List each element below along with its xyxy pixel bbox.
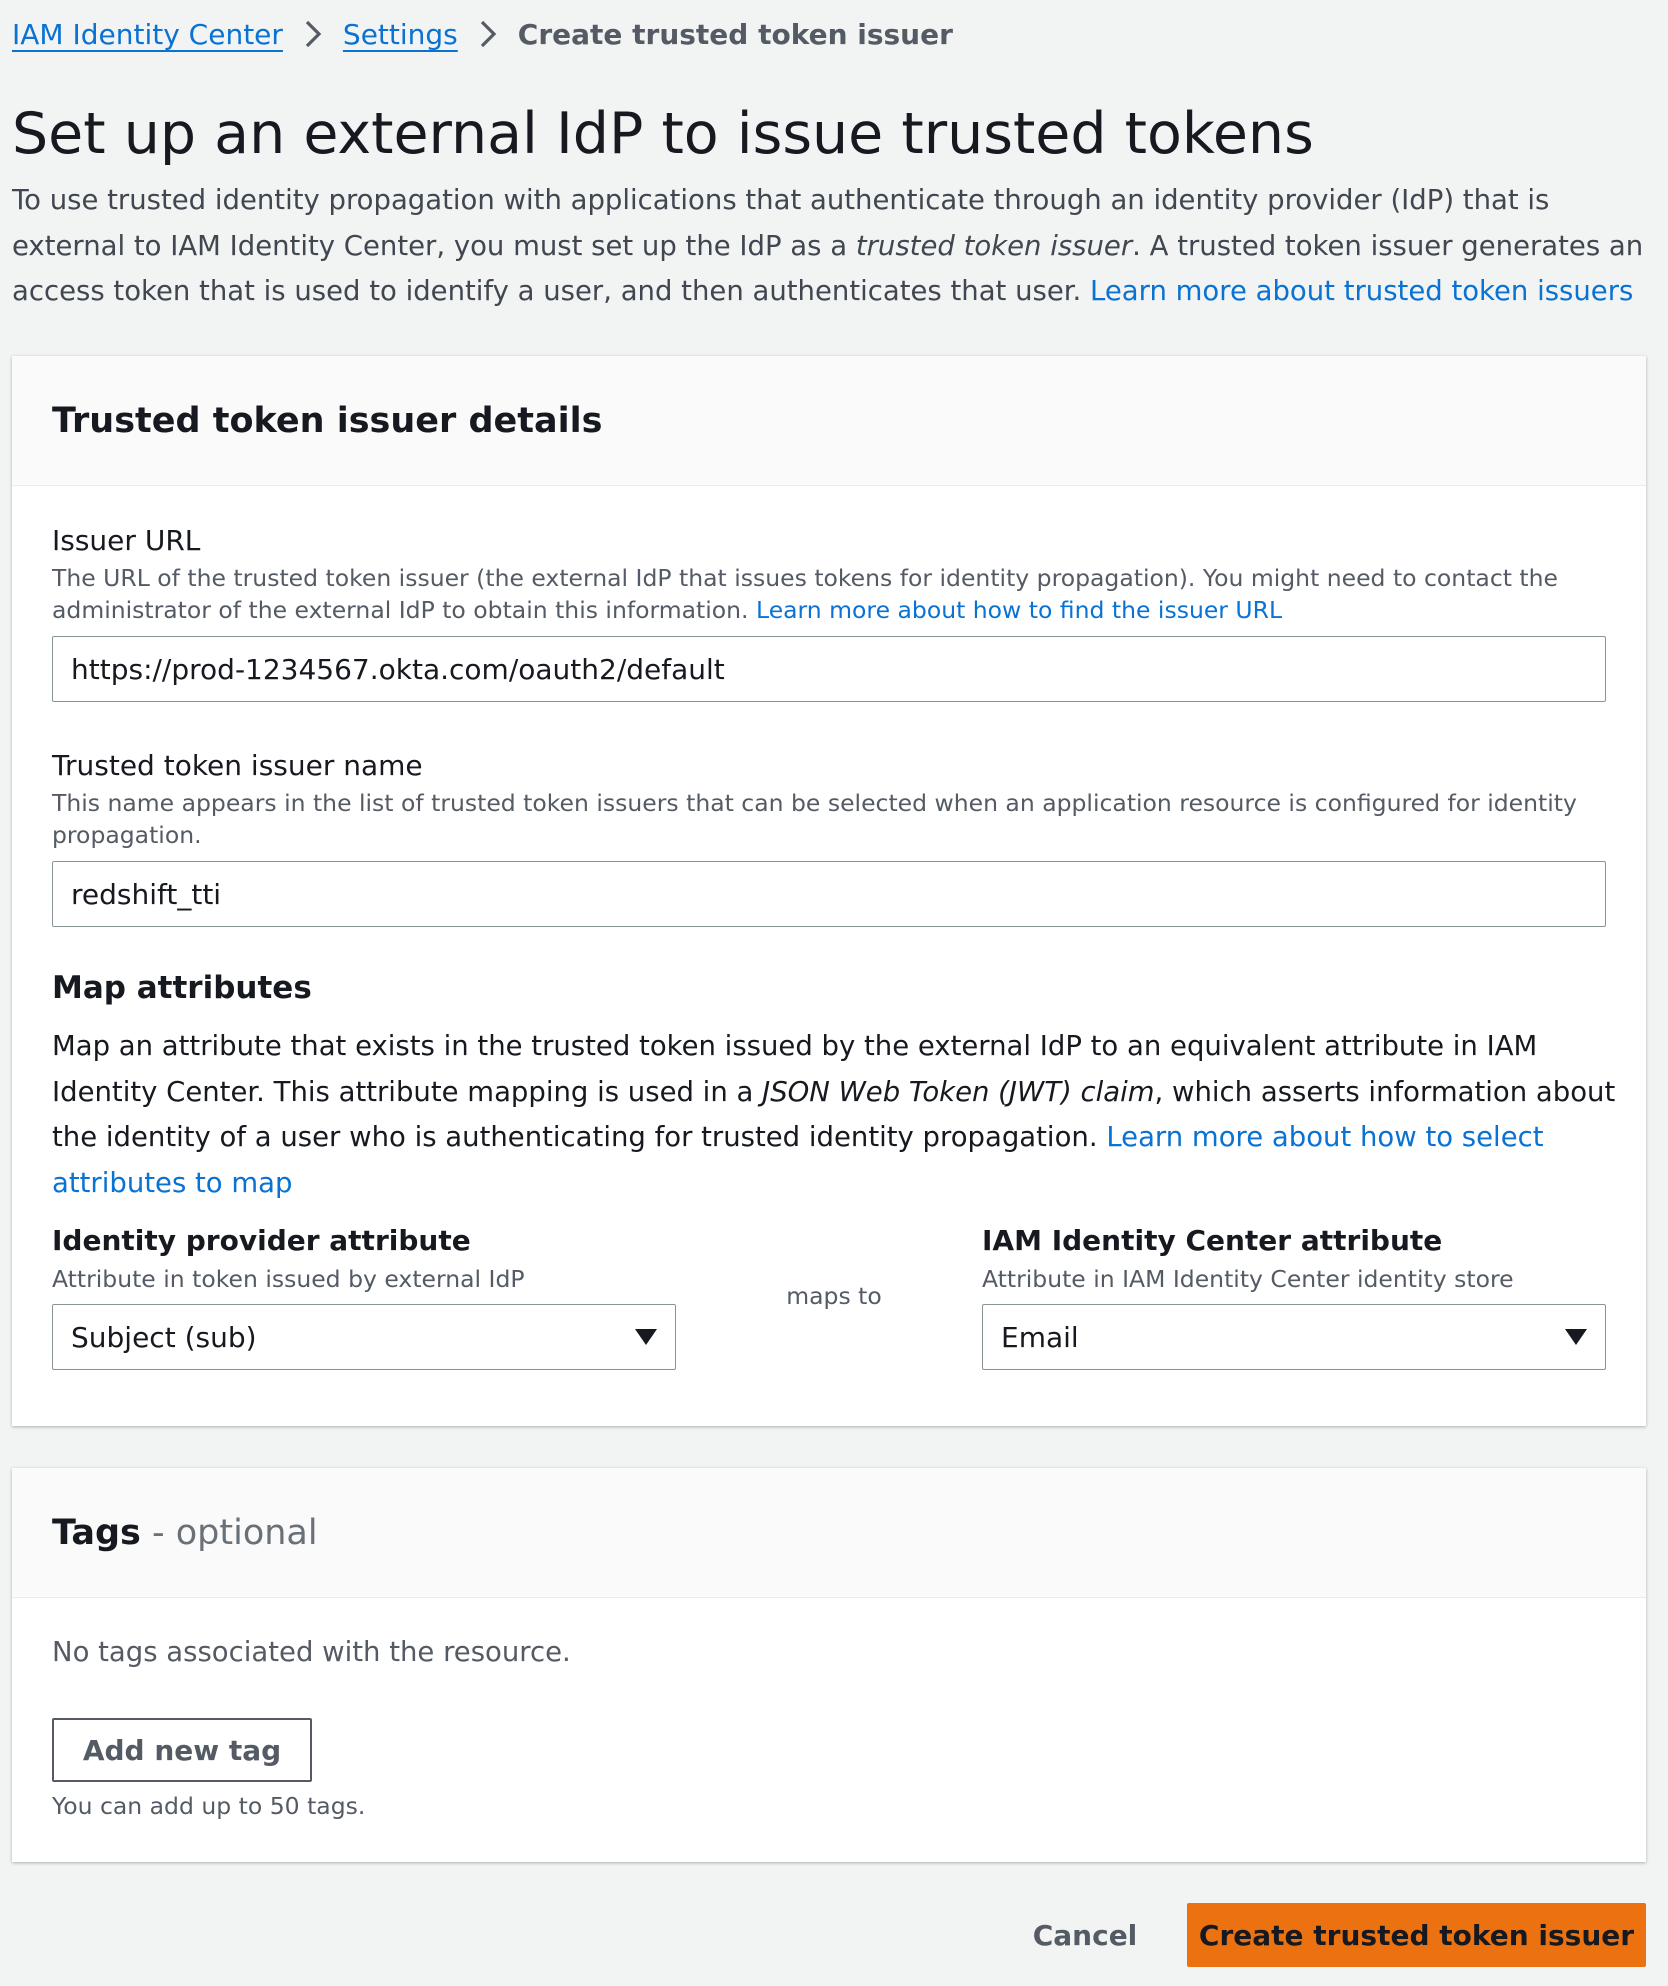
breadcrumb xyxy=(12,14,953,54)
map-attributes-text-2: , which asserts information about the identity of a user who is authenticating for trusted identity propagation. xyxy=(52,1075,1616,1153)
ic-attribute-label: IAM Identity Center attribute xyxy=(982,1224,1443,1257)
map-attributes-emphasis: JSON Web Token (JWT) claim xyxy=(762,1075,1155,1108)
maps-to-label: maps to xyxy=(786,1282,882,1310)
idp-attribute-help: Attribute in token issued by external IdP xyxy=(52,1265,525,1293)
issuer-url-input[interactable] xyxy=(52,636,1606,702)
ic-attribute-help: Attribute in IAM Identity Center identity store xyxy=(982,1265,1514,1293)
tags-limit-hint: You can add up to 50 tags. xyxy=(52,1792,366,1820)
details-panel-header xyxy=(12,356,1646,486)
caret-down-icon xyxy=(1565,1329,1587,1345)
learn-more-select-attributes-link[interactable]: Learn more about how to select attributes to map xyxy=(52,1121,1544,1199)
ic-attribute-select[interactable] xyxy=(982,1304,1606,1370)
issuer-url-help xyxy=(52,562,1582,626)
chevron-right-icon xyxy=(283,19,343,49)
learn-more-trusted-token-issuers-link[interactable]: Learn more about trusted token issuers xyxy=(1090,275,1634,307)
idp-attribute-select[interactable] xyxy=(52,1304,676,1370)
tags-panel xyxy=(12,1468,1646,1862)
cancel-button[interactable]: Cancel xyxy=(1010,1903,1160,1967)
page-description-text-2: . A trusted token issuer generates an access token that is used to identify a user, and then authenticates that user. xyxy=(12,229,1644,307)
breadcrumb-current: Create trusted token issuer xyxy=(517,17,953,51)
breadcrumb-link-iam-identity-center[interactable]: IAM Identity Center xyxy=(12,17,283,51)
page-description xyxy=(12,178,1652,315)
create-trusted-token-issuer-button[interactable]: Create trusted token issuer xyxy=(1187,1903,1646,1967)
no-tags-message: No tags associated with the resource. xyxy=(52,1636,571,1668)
tags-panel-title xyxy=(52,1513,318,1553)
map-attributes-heading: Map attributes xyxy=(52,970,312,1006)
idp-attribute-label: Identity provider attribute xyxy=(52,1224,471,1257)
page-title: Set up an external IdP to issue trusted tokens xyxy=(12,101,1314,167)
map-attributes-description xyxy=(52,1024,1622,1206)
tags-optional-label: - optional xyxy=(140,1512,318,1553)
tags-panel-header xyxy=(12,1468,1646,1598)
trusted-token-issuer-details-panel xyxy=(12,356,1646,1426)
ic-attribute-selected-value: Email xyxy=(1001,1320,1079,1354)
issuer-url-label: Issuer URL xyxy=(52,524,201,557)
details-panel-title: Trusted token issuer details xyxy=(52,400,603,441)
issuer-name-input[interactable] xyxy=(52,861,1606,927)
issuer-name-help: This name appears in the list of trusted token issuers that can be selected when an application resource is configured for identity propagation. xyxy=(52,789,1577,849)
issuer-name-label: Trusted token issuer name xyxy=(52,749,423,782)
idp-attribute-selected-value: Subject (sub) xyxy=(71,1320,257,1354)
page-description-emphasis: trusted token issuer xyxy=(855,229,1133,262)
map-attributes-text: Map an attribute that exists in the trusted token issued by the external IdP to an equivalent attribute in IAM Identity Center. This attribute mapping is used in a xyxy=(52,1030,1538,1108)
caret-down-icon xyxy=(635,1329,657,1345)
learn-more-issuer-url-link[interactable]: Learn more about how to find the issuer URL xyxy=(756,596,1283,624)
breadcrumb-link-settings[interactable]: Settings xyxy=(342,17,458,51)
chevron-right-icon xyxy=(458,19,518,49)
tags-title: Tags xyxy=(52,1512,141,1553)
page-description-text: To use trusted identity propagation with applications that authenticate through an identity provider (IdP) that is external to IAM Identity Center, you must set up the IdP as a xyxy=(12,184,1550,262)
issuer-url-help-text: The URL of the trusted token issuer (the external IdP that issues tokens for identity propagation). You might need to contact the administrator of the external IdP to obtain this information. xyxy=(52,564,1558,624)
add-new-tag-button[interactable]: Add new tag xyxy=(52,1718,312,1782)
